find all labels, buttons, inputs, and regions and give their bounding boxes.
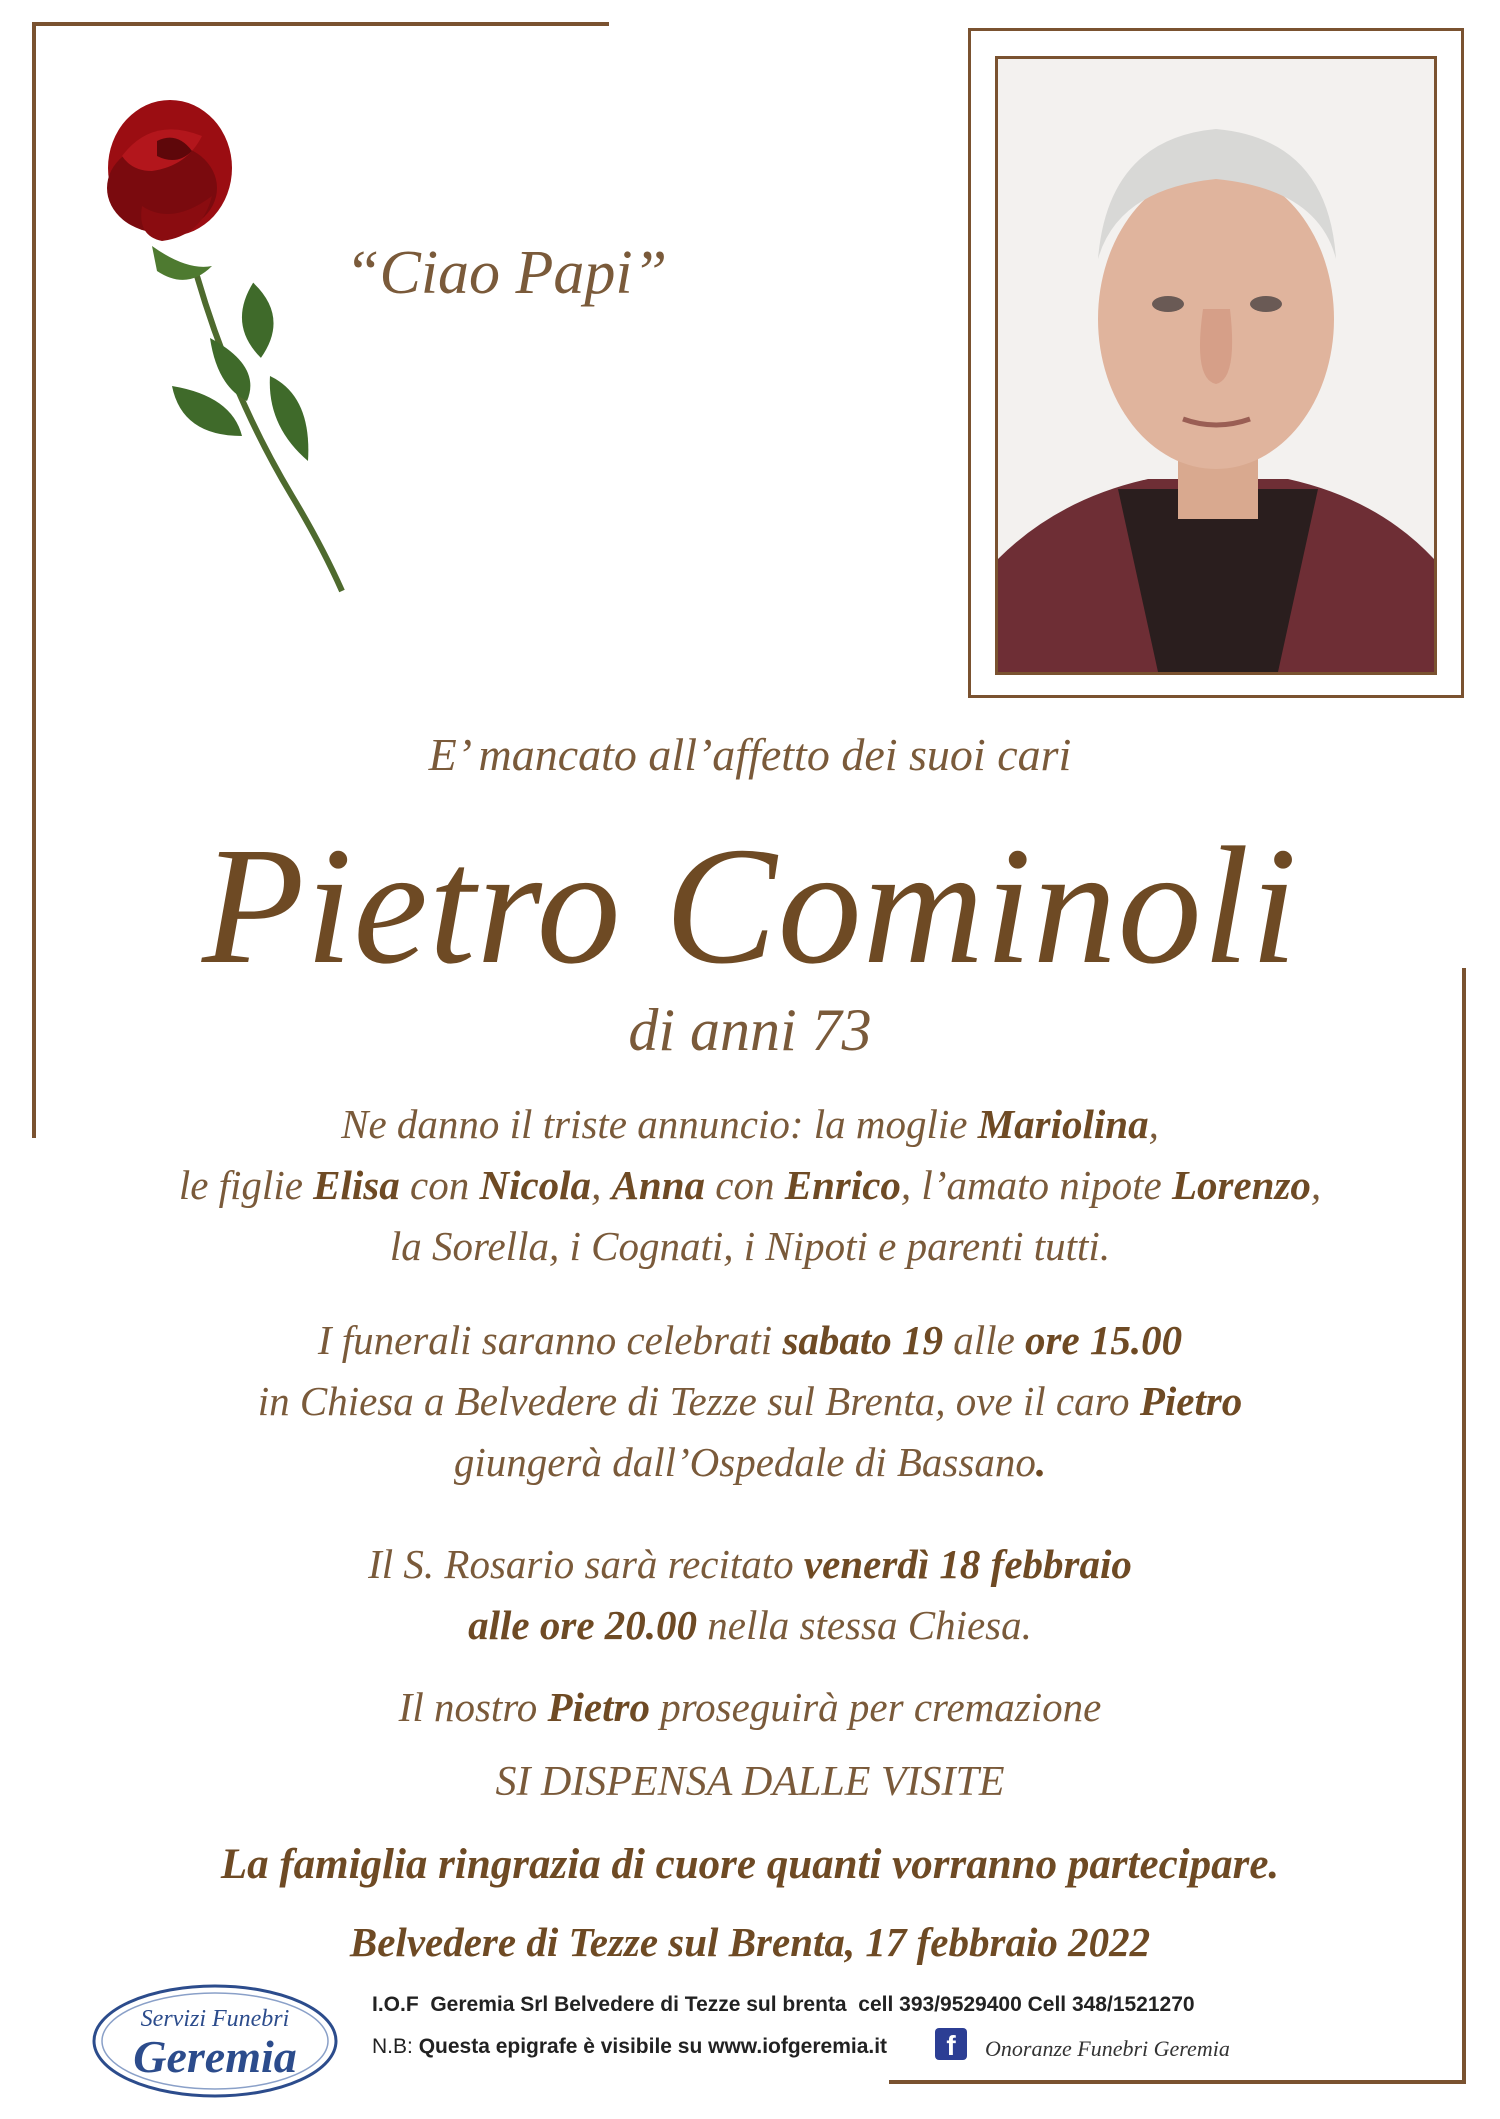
announcement-line-3: la Sorella, i Cognati, i Nipoti e parenti tutti. [389, 1223, 1111, 1269]
facebook-icon[interactable]: f [935, 2028, 967, 2060]
quote-text: “Ciao Papi” [345, 239, 668, 307]
announcement-line-2: le figlie Elisa con Nicola, Anna con Enrico, l’amato nipote Lorenzo, [178, 1162, 1322, 1208]
rosary-line-1: Il S. Rosario sarà recitato venerdì 18 febbraio [368, 1541, 1132, 1587]
rosary-line-2: alle ore 20.00 nella stessa Chiesa. [468, 1602, 1032, 1648]
funeral-line-1: I funerali saranno celebrati sabato 19 alle ore 15.00 [317, 1317, 1183, 1363]
deceased-age: di anni 73 [628, 997, 872, 1063]
facebook-page-name[interactable]: Onoranze Funebri Geremia [985, 2036, 1230, 2061]
logo-text-bottom: Geremia [133, 2031, 297, 2082]
portrait-photo [995, 56, 1437, 675]
frame-bottom-right-line [889, 2080, 1466, 2084]
rosary-paragraph [0, 1534, 1500, 1656]
deceased-name: Pietro Cominoli [201, 813, 1299, 999]
intro-text: E’ mancato all’affetto dei suoi cari [428, 729, 1072, 780]
funeral-paragraph [0, 1310, 1500, 1493]
funeral-line-3: giungerà dall’Ospedale di Bassano. [453, 1439, 1047, 1485]
portrait-illustration [998, 59, 1434, 672]
website-note: N.B: Questa epigrafe è visibile su www.iofgeremia.it [372, 2035, 888, 2058]
cremation-paragraph: Il nostro Pietro proseguirà per cremazione [398, 1684, 1102, 1730]
funeral-line-2: in Chiesa a Belvedere di Tezze sul Brenta, ove il caro Pietro [257, 1378, 1243, 1424]
place-date: Belvedere di Tezze sul Brenta, 17 febbraio 2022 [349, 1919, 1151, 1965]
announcement-line-1: Ne danno il triste annuncio: la moglie Mariolina, [341, 1101, 1159, 1147]
frame-top-left-line [32, 22, 609, 26]
logo-text-top: Servizi Funebri [140, 2006, 290, 2032]
no-visits-notice: SI DISPENSA DALLE VISITE [495, 1759, 1005, 1805]
family-thanks: La famiglia ringrazia di cuore quanti vorranno partecipare. [220, 1841, 1280, 1888]
red-rose-icon [92, 96, 352, 606]
announcement-paragraph [0, 1094, 1500, 1277]
company-contact-line: I.O.F Geremia Srl Belvedere di Tezze sul brenta cell 393/9529400 Cell 348/1521270 [372, 1993, 1195, 2016]
